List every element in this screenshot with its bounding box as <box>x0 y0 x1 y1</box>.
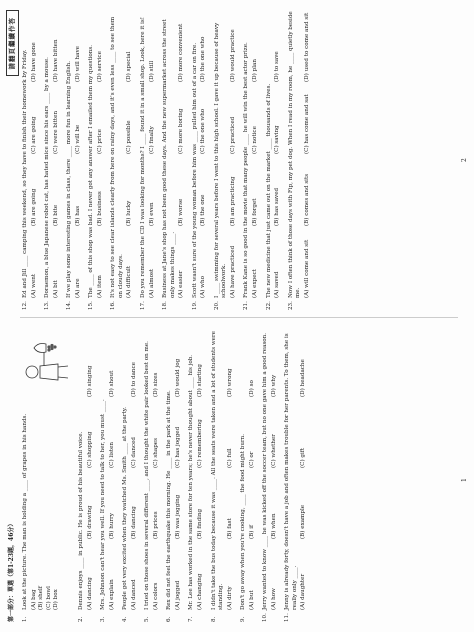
question-stem: I tried on those shoes in several different ____, and I thought the white pair looked best on me. <box>144 341 151 610</box>
answer-option: (C) will be <box>74 124 81 154</box>
answer-options <box>175 326 183 610</box>
answer-option: (B) when <box>270 513 277 539</box>
answer-option: (D) shout <box>108 370 115 397</box>
answer-option: (A) almost <box>148 268 155 298</box>
answer-options <box>230 10 238 298</box>
answer-option: (C) price <box>96 129 103 154</box>
answer-option: (C) notice <box>252 126 259 154</box>
question-stem: Frank Kane is so good in the movie that many people ____ he will win the best actor prize. <box>243 42 250 298</box>
answer-option: (B) even <box>148 202 155 226</box>
answer-options <box>271 326 279 610</box>
question-number: 8. <box>210 616 217 622</box>
question-number: 16. <box>110 301 117 310</box>
answer-option: (A) danced <box>130 579 137 610</box>
answer-option: (B) shelf <box>38 586 45 610</box>
answer-options <box>274 10 282 298</box>
answer-option: (D) would practice <box>229 29 236 82</box>
question-number: 2. <box>78 616 84 622</box>
answer-option: (A) changing <box>197 573 204 610</box>
question-number: 14. <box>66 301 73 310</box>
answer-option: (C) practiced <box>229 116 236 154</box>
answer-option: (C) or <box>248 451 255 468</box>
question-number: 13. <box>44 301 51 310</box>
question-item <box>78 326 94 622</box>
question-item <box>22 10 38 310</box>
answer-option: (A) dancing <box>86 577 93 610</box>
answer-option: (D) box <box>53 589 60 610</box>
question-stem: Ed and Jill ____ camping this weekend, so they have to finish their homework by Friday. <box>22 49 28 298</box>
answer-option: (D) special <box>126 51 133 82</box>
answer-option: (B) if <box>248 524 255 539</box>
answer-option: (C) has jogged <box>174 426 181 468</box>
answer-option: (A) colors <box>152 582 159 610</box>
question-number: 6. <box>166 616 173 622</box>
section-heading: 第一部分：單選（第1-23題，46分） <box>8 520 15 622</box>
question-number: 18. <box>162 301 169 310</box>
answer-option: (D) used to come and sit <box>303 12 310 82</box>
question-number: 5. <box>144 616 151 622</box>
answer-option: (B) fast <box>226 518 233 539</box>
question-stem: The new medicine that just came out on the market ____ thousands of lives. <box>265 83 272 298</box>
answer-option: (C) the one who <box>200 108 207 154</box>
answer-option: (D) to save <box>274 51 281 82</box>
answer-option: (C) finally <box>148 126 155 154</box>
question-number: 1. <box>22 616 28 622</box>
answer-option: (A) who <box>200 276 207 298</box>
answer-options <box>31 10 39 298</box>
question-stem: Jerry wanted to know ____ he was kicked off the soccer team, but no one gave him a good reason. <box>262 332 269 610</box>
answer-options <box>200 10 208 298</box>
answer-options <box>31 540 61 610</box>
answer-option: (B) was jogging <box>174 494 181 539</box>
answer-option: (D) service <box>96 51 103 82</box>
answer-option: (B) finding <box>197 508 204 539</box>
answer-option: (B) business <box>96 191 103 226</box>
answer-option: (D) headache <box>300 359 307 397</box>
answer-option: (D) to dance <box>130 362 137 397</box>
answer-option: (B) bite <box>52 204 59 226</box>
answer-options <box>300 326 308 610</box>
question-item <box>262 326 278 622</box>
answer-option: (D) why <box>270 374 277 397</box>
question-item <box>162 10 186 310</box>
question-number: 12. <box>22 301 28 310</box>
question-item <box>240 326 256 622</box>
question-stem: Jenny is already forty, doesn't have a job and often makes trouble for her parents. To them, she is really only ____. <box>284 333 298 610</box>
answer-option: (D) still <box>148 60 155 82</box>
question-item <box>66 10 82 310</box>
question-number: 11. <box>284 613 291 622</box>
answer-option: (B) prices <box>152 511 159 539</box>
answer-options <box>97 10 105 298</box>
question-stem: Dennis enjoys ____ in public. He is proud of his beautiful voice. <box>78 431 84 610</box>
question-stem: It's not easy to see clear islands clearly from here on rainy days, and it's even less ____ to see them on cloudy days. <box>110 16 124 298</box>
question-number: 9. <box>240 616 247 622</box>
answer-option: (D) singing <box>86 365 93 397</box>
answer-option: (C) shapes <box>152 438 159 468</box>
question-stem: Mr. Lee has worked in the same store for ten years; he's never thought about ____ his job. <box>188 354 195 610</box>
answer-option: (B) are going <box>30 188 37 226</box>
answer-option: (C) gift <box>300 447 307 468</box>
question-stem: Business at Jane's shop has not been good these days. And the new supermarket across the street only makes things ____. <box>162 19 176 298</box>
answer-options <box>249 326 257 610</box>
answer-options <box>197 326 205 610</box>
answer-option: (C) bowl <box>45 586 52 610</box>
question-item <box>22 326 72 622</box>
question-stem: Scott wasn't sure of the young woman before him was ____ pulled him out of a car on fire. <box>191 42 198 298</box>
question-stem: Doraemon, a blue Japanese robot cat, has hated mice since his ears ____ by a mouse. <box>44 57 51 298</box>
answer-option: (A) item <box>96 275 103 298</box>
answer-option: (B) the one <box>200 194 207 226</box>
answer-option: (C) full <box>226 448 233 468</box>
question-number: 21. <box>243 301 250 310</box>
answer-option: (C) were bitten <box>52 110 59 154</box>
question-number: 23. <box>287 301 294 310</box>
answer-option: (D) more convenient <box>178 23 185 82</box>
answer-option: (B) has <box>74 205 81 226</box>
answer-option: (A) have practiced <box>229 245 236 298</box>
answer-option: (A) are <box>74 278 81 298</box>
question-stem: Now I often think of those days with Fip, my pet dog. When I read in my room, he ____ quietly beside me. <box>287 11 302 298</box>
question-item <box>211 326 235 622</box>
answer-options <box>304 10 312 298</box>
answer-option: (A) bit <box>52 280 59 298</box>
question-number: 7. <box>188 616 195 622</box>
answer-option: (A) will come and sit <box>303 239 310 298</box>
answer-option: (A) how <box>270 588 277 610</box>
answer-options <box>131 326 139 610</box>
question-stem: Mrs. Johnson can't hear you well. If you need to talk to her, you must ____. <box>100 399 107 610</box>
question-item <box>284 326 308 622</box>
answer-option: (B) example <box>300 504 307 539</box>
question-stem: Don't go away when you're cooking, ____ the food might burn. <box>240 433 247 610</box>
answer-option: (A) saved <box>274 271 281 298</box>
question-stem: People got very excited when they watched Ms. Smith ____ at the party. <box>122 407 129 610</box>
question-number: 20. <box>213 301 220 310</box>
answer-options <box>149 10 157 298</box>
answer-option: (B) lucky <box>126 200 133 226</box>
answer-option: (C) remembering <box>197 419 204 468</box>
question-number: 4. <box>122 616 129 622</box>
answer-option: (B) hurry <box>108 513 115 539</box>
question-item <box>214 10 238 310</box>
answer-option: (D) would jog <box>174 358 181 397</box>
question-stem: Do you remember the CD I was looking for months? I ____ found it in a small shop. Look, here it is! <box>140 16 147 298</box>
question-number: 15. <box>88 301 95 310</box>
question-item <box>243 10 259 310</box>
answer-option: (C) has come and sat <box>303 94 310 154</box>
question-item <box>144 326 160 622</box>
question-stem: I didn't take the bus today because it was ____. All the seats were taken and a lot of students were standing. <box>210 331 225 610</box>
answer-option: (B) dancing <box>130 506 137 539</box>
answer-option: (D) so <box>248 380 255 397</box>
answer-option: (D) wrong <box>226 368 233 397</box>
answer-option: (B) has saved <box>274 187 281 226</box>
left-column <box>22 326 456 622</box>
answer-option: (A) went <box>30 273 37 298</box>
answer-option: (B) am practicing <box>229 176 236 226</box>
question-stem: Look at the picture. The man is holding a ____ of grapes in his hands. <box>22 413 28 610</box>
question-item <box>288 10 312 310</box>
question-stem: If we play some interesting games in class, there ____ more fun in learning English. <box>66 60 73 298</box>
column-divider <box>20 317 458 318</box>
answer-options <box>252 10 260 298</box>
answer-option: (B) worse <box>178 198 185 226</box>
answer-options <box>75 10 83 298</box>
question-item <box>110 10 134 310</box>
man-holding-grapes-illustration <box>22 330 70 392</box>
answer-option: (C) listen <box>108 441 115 468</box>
answer-option: (B) forget <box>252 198 259 226</box>
answer-option: (A) bag <box>30 589 37 610</box>
question-item <box>192 10 208 310</box>
question-stem: I ____ swimming for several years before I went to this high school. I gave it up because of heavy schoolwork. <box>213 22 228 298</box>
answer-option: (C) are going <box>30 116 37 154</box>
question-stem: Rex did not feel the earthquake this morning. He ____ in the park at the time. <box>166 390 173 610</box>
question-number: 10. <box>262 613 269 622</box>
question-number: 17. <box>140 301 147 310</box>
question-item <box>140 10 156 310</box>
answer-option: (C) saving <box>274 125 281 154</box>
answer-option: (A) easier <box>178 270 185 298</box>
answer-option: (D) starting <box>197 364 204 397</box>
answer-option: (C) more boring <box>178 108 185 154</box>
question-item <box>122 326 138 622</box>
answer-options <box>109 326 117 610</box>
question-item <box>88 10 104 310</box>
answer-option: (B) comes and sits <box>303 173 310 226</box>
question-number: 3. <box>100 616 107 622</box>
answer-option: (A) daughter <box>300 573 307 610</box>
answer-option: (D) have gone <box>30 42 37 82</box>
answer-options <box>53 10 61 298</box>
answer-options <box>87 326 95 610</box>
page-number-right: 2 <box>460 158 468 162</box>
answer-option: (D) sizes <box>152 372 159 397</box>
answer-option: (D) the one who <box>200 36 207 82</box>
page-number-left: 1 <box>460 478 468 482</box>
answer-option: (D) plan <box>252 59 259 82</box>
answer-options <box>227 326 235 610</box>
answer-options <box>153 326 161 610</box>
answer-option: (B) drawing <box>86 505 93 539</box>
answer-options <box>126 10 134 298</box>
question-item <box>100 326 116 622</box>
answer-option: (D) will have <box>74 46 81 82</box>
question-number: 19. <box>191 301 198 310</box>
answer-option: (C) whether <box>270 434 277 468</box>
answer-option: (C) possible <box>126 120 133 154</box>
question-item <box>44 10 60 310</box>
question-item <box>266 10 282 310</box>
answer-option: (A) jogged <box>174 580 181 610</box>
answer-option: (A) difficult <box>126 265 133 298</box>
question-stem: The ____ of this shop was bad. I never got any answer after I emailed them my questions. <box>88 44 95 298</box>
turn-page-badge: 請翻頁繼續作答 <box>6 10 19 77</box>
right-column <box>22 10 456 310</box>
question-number: 22. <box>265 301 272 310</box>
question-item <box>166 326 182 622</box>
answer-options <box>178 10 186 298</box>
answer-option: (D) have bitten <box>52 39 59 82</box>
question-item <box>188 326 204 622</box>
answer-option: (A) expect <box>252 269 259 298</box>
answer-option: (C) danced <box>130 437 137 468</box>
answer-option: (A) explain <box>108 579 115 610</box>
answer-option: (A) dirty <box>226 586 233 610</box>
answer-option: (A) but <box>248 590 255 610</box>
answer-option: (C) shopping <box>86 431 93 468</box>
